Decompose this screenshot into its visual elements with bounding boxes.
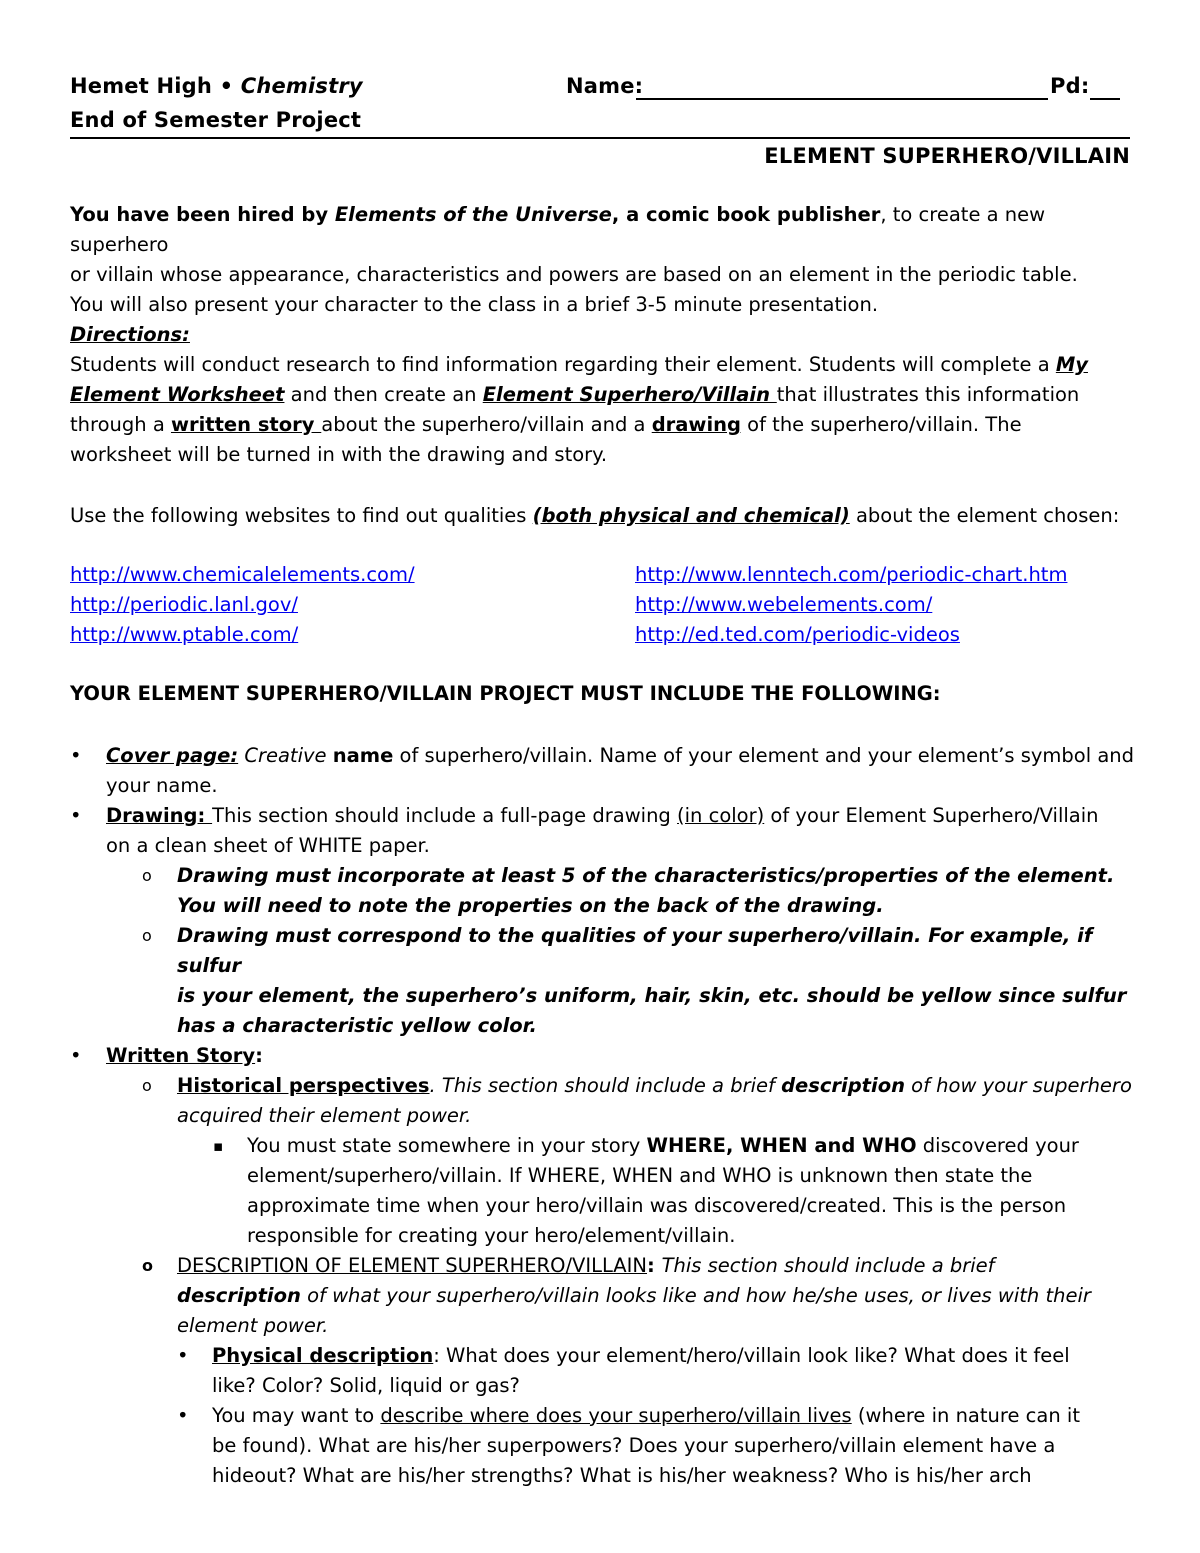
websites-intro [70, 501, 1135, 531]
historical-text-cont: acquired their element power. [177, 1104, 472, 1127]
bullet-icon: • [70, 744, 82, 767]
drawing-sub1-text: You will need to note the properties on the back of the drawing. [177, 894, 884, 917]
drawing-text: of your Element Superhero/Villain [764, 804, 1099, 827]
lives-text: You may want to [212, 1404, 381, 1427]
page-title: ELEMENT SUPERHERO/VILLAIN [764, 144, 1130, 168]
list-item-drawing [70, 801, 1135, 861]
physical-text-cont: like? Color? Solid, liquid or gas? [212, 1374, 520, 1397]
directions-heading: Directions: [70, 323, 190, 346]
bullet-icon: • [177, 1404, 189, 1427]
written-story-colon: : [255, 1044, 263, 1067]
websites-text: Use the following websites to find out qualities [70, 504, 533, 527]
drawing-text: This section should include a full-page drawing [212, 804, 678, 827]
directions-text: that illustrates this information [776, 383, 1080, 406]
where-text: discovered your [916, 1134, 1079, 1157]
publisher-suffix: , a comic book publisher [611, 203, 881, 226]
where-text-cont: responsible for creating your hero/element/villain. [247, 1224, 736, 1247]
description-colon: : [646, 1254, 662, 1277]
link-ptable[interactable]: http://www.ptable.com/ [70, 623, 299, 646]
cover-text: Creative [238, 744, 333, 767]
bullet-icon: • [70, 804, 82, 827]
directions-line-4: worksheet will be turned in with the drawing and story. [70, 443, 608, 466]
superhero-villain-emphasis: Element Superhero/Villain [482, 383, 777, 406]
description-emphasis: description [177, 1284, 301, 1307]
link-lenntech[interactable]: http://www.lenntech.com/periodic-chart.htm [635, 563, 1068, 586]
drawing-sub2-text: has a characteristic yellow color. [177, 1014, 537, 1037]
where-text: You must state somewhere in your story [247, 1134, 647, 1157]
period-blank[interactable] [1090, 98, 1120, 100]
bullet-icon: • [70, 1044, 82, 1067]
list-item-cover-page [70, 741, 1135, 801]
sub-bullet-icon: o [142, 1256, 153, 1275]
requirements-list [70, 741, 1135, 1491]
school-name: Hemet High [70, 74, 213, 98]
intro-lead: You have been hired by [70, 203, 335, 226]
in-color-emphasis: (in color) [677, 804, 765, 827]
lives-text: (where in nature can it [851, 1404, 1080, 1427]
list-subitem-drawing-properties [70, 861, 1135, 921]
directions-text: of the superhero/villain. The [740, 413, 1022, 436]
cover-text-cont: your name. [106, 774, 218, 797]
description-label: DESCRIPTION OF ELEMENT SUPERHERO/VILLAIN [177, 1254, 647, 1277]
list-subitem-drawing-qualities [70, 921, 1135, 1041]
link-chemicalelements[interactable]: http://www.chemicalelements.com/ [70, 563, 415, 586]
publisher-name: Elements of the Universe [334, 203, 612, 226]
my-emphasis: My [1055, 353, 1088, 376]
description-text: of what your superhero/villain looks like and how he/she uses, or lives with their [300, 1284, 1091, 1307]
name-blank[interactable] [636, 98, 1048, 100]
historical-text: . This section should include a brief [429, 1074, 782, 1097]
description-text: This section should include a brief [661, 1254, 995, 1277]
directions-text: and then create an [284, 383, 483, 406]
element-worksheet-emphasis: Element Worksheet [70, 383, 285, 406]
intro-paragraph [70, 200, 1135, 320]
historical-text: of how your superhero [904, 1074, 1132, 1097]
drawing-sub1-text: Drawing must incorporate at least 5 of the characteristics/properties of the element. [177, 864, 1115, 887]
intro-line-1-rest: , to create a new superhero [70, 203, 1046, 256]
directions-text: Students will conduct research to find information regarding their element. Students will complete a [70, 353, 1056, 376]
bullet-icon: • [177, 1344, 189, 1367]
description-emphasis: description [781, 1074, 905, 1097]
name-emphasis: name [332, 744, 394, 767]
link-webelements[interactable]: http://www.webelements.com/ [635, 593, 933, 616]
links-left-column [70, 560, 415, 650]
lives-text-cont: be found). What are his/her superpowers? Does your superhero/villain element have a [212, 1434, 1056, 1457]
list-subitem-historical [70, 1071, 1135, 1131]
written-story-label: Written Story [106, 1044, 256, 1067]
sub-bullet-icon: o [142, 1076, 152, 1095]
cover-text: of superhero/villain. Name of your element and your element’s symbol and [393, 744, 1135, 767]
school-subject-header [70, 74, 363, 98]
list-subsubitem-physical [70, 1341, 1135, 1401]
drawing-label: Drawing: [106, 804, 213, 827]
cover-page-label: Cover page: [106, 744, 239, 767]
list-subitem-description [70, 1251, 1135, 1341]
drawing-emphasis: drawing [651, 413, 741, 436]
description-text-cont: element power. [177, 1314, 329, 1337]
drawing-sub2-text: is your element, the superhero’s uniform, hair, skin, etc. should be yellow since sulfur [177, 984, 1127, 1007]
requirements-heading: YOUR ELEMENT SUPERHERO/VILLAIN PROJECT MUST INCLUDE THE FOLLOWING: [70, 682, 941, 705]
header-separator: • [219, 74, 234, 98]
sub-bullet-icon: o [142, 866, 152, 885]
directions-text: about the superhero/villain and a [321, 413, 652, 436]
physical-chemical-emphasis: (both physical and chemical) [532, 504, 850, 527]
physical-text: : What does your element/hero/villain look like? What does it feel [433, 1344, 1070, 1367]
link-periodic-lanl[interactable]: http://periodic.lanl.gov/ [70, 593, 298, 616]
drawing-text-cont: on a clean sheet of WHITE paper. [106, 834, 430, 857]
intro-line-1 [70, 200, 1135, 260]
directions-line-1 [70, 350, 1135, 380]
written-story-emphasis: written story [170, 413, 322, 436]
directions-line-3 [70, 410, 1135, 440]
historical-label: Historical perspectives [177, 1074, 430, 1097]
websites-text: about the element chosen: [849, 504, 1120, 527]
directions-line-2 [70, 380, 1135, 410]
square-bullet-icon: ▪ [213, 1137, 224, 1155]
physical-label: Physical description [212, 1344, 434, 1367]
intro-line-3: You will also present your character to the class in a brief 3-5 minute presentation. [70, 293, 879, 316]
link-ted-periodic-videos[interactable]: http://ed.ted.com/periodic-videos [635, 623, 960, 646]
intro-line-2: or villain whose appearance, characteristics and powers are based on an element in the periodic table. [70, 263, 1078, 286]
name-label: Name: [566, 74, 644, 98]
links-right-column [635, 560, 1067, 650]
directions-section [70, 320, 1135, 470]
lives-text-cont: hideout? What are his/her strengths? What is his/her weakness? Who is his/her arch [212, 1464, 1032, 1487]
where-text-cont: approximate time when your hero/villain was discovered/created. This is the person [247, 1194, 1067, 1217]
subject-name: Chemistry [240, 74, 363, 98]
directions-text: through a [70, 413, 171, 436]
sub-bullet-icon: o [142, 926, 152, 945]
list-subsubitem-lives [70, 1401, 1135, 1491]
project-subtitle: End of Semester Project [70, 108, 362, 132]
where-when-who-emphasis: WHERE, WHEN and WHO [646, 1134, 917, 1157]
list-subsubitem-where-when-who [70, 1131, 1135, 1251]
period-label: Pd: [1050, 74, 1090, 98]
header-divider [70, 137, 1130, 139]
lives-emphasis: describe where does your superhero/villain lives [380, 1404, 852, 1427]
drawing-sub2-text: Drawing must correspond to the qualities of your superhero/villain. For example, if sulfur [177, 924, 1093, 977]
where-text-cont: element/superhero/villain. If WHERE, WHEN and WHO is unknown then state the [247, 1164, 1033, 1187]
list-item-written-story [70, 1041, 1135, 1071]
